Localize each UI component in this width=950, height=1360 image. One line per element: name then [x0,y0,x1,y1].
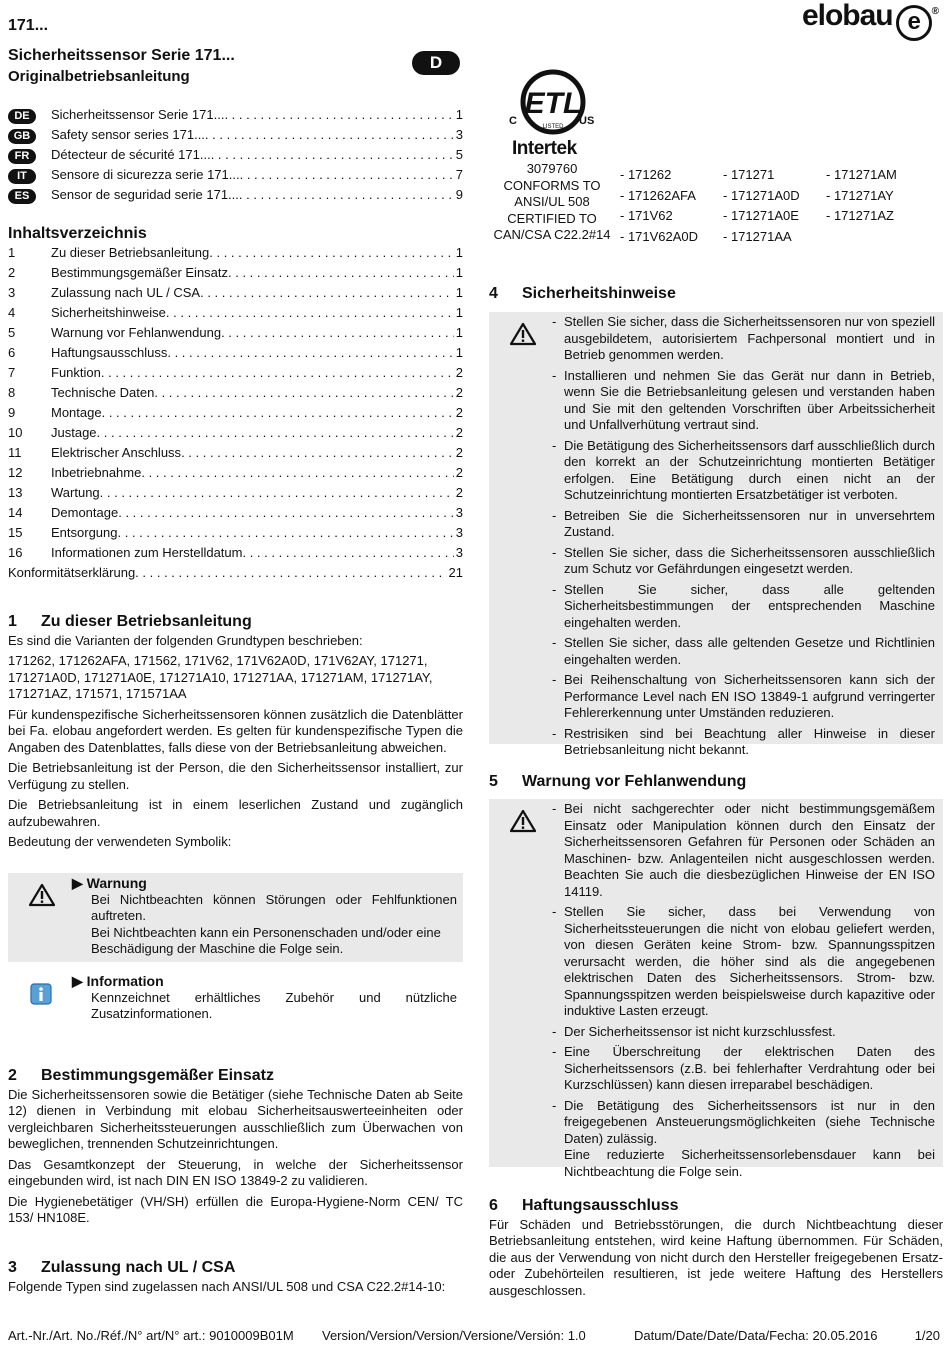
section-title: Haftungsausschluss [522,1197,679,1214]
toc-item[interactable] [8,485,463,505]
safety-notes-box [489,312,943,757]
language-code-badge: ES [8,189,36,204]
list-item: - Die Betätigung des Sicherheitssensors darf ausschließlich durch den korrekt an der Schutzeinrichtung montierten Betätiger erfolgen. Eine Betätigung durch einen nicht an der Schutzeinrichtung montierten Ersatzbetätiger ist verboten. [552,438,935,504]
paragraph: Das Gesamtkonzept der Steuerung, in welche der Sicherheitssensor eingebunden wird, ist nach DIN EN ISO 13849-2 zu validieren. [8,1156,463,1188]
list-item: - Betreiben Sie die Sicherheitssensoren nur in unversehrtem Zustand. [552,508,935,541]
table-cell: - 171271AY [826,187,894,203]
type-list-line: 171262, 171262AFA, 171562, 171V62, 171V62A0D, 171V62AY, 171271, [8,653,428,668]
toc-page: 3 [455,505,463,520]
toc-page: 2 [455,445,463,460]
warning-symbol-box [8,873,463,962]
logo-text: elobau [801,0,893,32]
toc-item[interactable] [8,345,463,365]
section-number: 3 [8,1259,17,1276]
list-item: - Die Betätigung des Sicherheitssensors ist nur in den freigegebenen Ansteuerungsmöglichkeiten (siehe Technische Daten) zulässig. [552,1098,935,1148]
toc-item[interactable] [8,325,463,345]
toc-page: 2 [455,425,463,440]
section-heading [489,286,676,303]
type-list [8,653,463,703]
section-heading [8,614,463,631]
type-list-line: 171271A0D, 171271A0E, 171271A10, 171271AA, 171271AM, 171271AY, [8,669,433,685]
toc-label: Bestimmungsgemäßer Einsatz [51,265,229,280]
type-list-line: 171271AZ, 171571, 171571AA [8,686,187,701]
misuse-extra-note: Eine reduzierte Sicherheitssensorlebensdauer kann bei Nichtbeachtung die Folge sein. [564,1147,935,1179]
toc-number: 15 [8,525,23,540]
language-label: Sensore di sicurezza serie 171... [51,167,240,182]
paragraph: Für Schäden und Betriebsstörungen, die durch Nichtbeachtung dieser Betriebsanleitung entstehen, wird keine Haftung übernommen. Für Schäden, die aus der Verwendung von nicht durch den Hersteller freigegebenen Ersatz- oder Zubehörteilen resultieren, ist jede weitere Haftung des Herstellers ausgeschlossen. [489,1216,943,1298]
cert-line: CAN/CSA C22.2#14 [493,227,611,242]
paragraph: Es sind die Varianten der folgenden Grundtypen beschrieben: [8,632,363,648]
toc-item[interactable] [8,505,463,525]
elobau-logo [801,0,938,41]
cert-line: ANSI/UL 508 [514,194,590,209]
language-row[interactable] [8,107,463,127]
language-row[interactable] [8,127,463,147]
language-label: Sicherheitssensor Serie 171... [51,107,225,122]
list-item: - Bei Reihenschaltung von Sicherheitssensoren kann sich der Performance Level nach EN ISO 13849-1 aufgrund verringerter Fehlererkennung unter Umständen reduzieren. [552,672,935,722]
cert-line: CERTIFIED TO [507,210,597,226]
language-page: 3 [455,127,463,142]
certified-models-table [620,167,897,249]
footer-date: Datum/Date/Date/Data/Fecha: 20.05.2016 [634,1328,878,1343]
toc-item[interactable] [8,285,463,305]
toc-number: 9 [8,405,16,420]
table-row [620,229,897,250]
toc-number: 5 [8,325,16,340]
toc-label: Sicherheitshinweise [51,305,166,320]
table-cell: - 171271AM [826,167,897,182]
paragraph: Die Sicherheitssensoren sowie die Betätiger (siehe Technische Daten ab Seite 12) dienen in Verbindung mit elobau Sicherheitsauswerteeinheiten oder vergleichbaren Sicherheitssteuerungen ausschließlich zum Überwachen von beweglichen, trennenden Schutzeinrichtungen. [8,1086,463,1151]
language-page: 5 [455,147,463,162]
toc-label: Konformitätserklärung [8,565,136,580]
etl-us-text: US [579,115,595,127]
toc-page: 2 [455,365,463,380]
language-page: 9 [455,187,463,202]
toc-page: 3 [455,545,463,560]
logo-mark: e [896,5,932,41]
language-code-badge: FR [8,149,36,164]
list-item: - Bei nicht sachgerechter oder nicht bestimmungsgemäßem Einsatz oder Manipulation können durch den Einsatz der Sicherheitssensoren Gefahren für Personen oder Schäden an Maschinen- bzw. Anlagenteilen nicht ausgeschlossen werden. Beachten Sie auch die diesbezüglichen Hinweise der EN ISO 14119. [552,801,935,900]
language-code-badge: IT [8,169,36,184]
toc-label: Haftungsausschluss [51,345,168,360]
toc-heading: Inhaltsverzeichnis [8,225,147,242]
safety-notes-list [552,314,935,763]
list-item: - Stellen Sie sicher, dass die Sicherheitssensoren nur von speziell ausgebildetem, autorisiertem Fachpersonal montiert und in Betrieb genommen werden. [552,314,935,364]
footer-version: Version/Version/Version/Versione/Versión: 1.0 [322,1328,586,1343]
list-item: - Restrisiken sind bei Beachtung aller Hinweise in dieser Betriebsanleitung nicht bekannt. [552,726,935,759]
toc-label: Montage [51,405,102,420]
language-label: Safety sensor series 171... [51,127,205,142]
toc-number: 3 [8,285,16,300]
section-3 [8,1260,463,1299]
toc-label: Zu dieser Betriebsanleitung [51,245,210,260]
toc-number: 12 [8,465,23,480]
warning-text: Bei Nichtbeachten kann ein Personenschaden und/oder eine Beschädigung der Maschine die Folge sein. [91,924,441,956]
toc-page: 1 [455,345,463,360]
cert-line: CONFORMS TO [503,177,601,193]
certification-text [487,161,617,244]
toc-label: Demontage [51,505,119,520]
document-code: 171... [8,17,49,34]
language-index [8,107,463,207]
toc-item[interactable] [8,545,463,565]
toc-number: 6 [8,345,16,360]
toc-item[interactable] [8,405,463,425]
table-cell: - 171271A0D [723,187,800,203]
toc-number: 8 [8,385,16,400]
toc-number: 7 [8,365,16,380]
paragraph: Die Hygienebetätiger (VH/SH) erfüllen die Europa-Hygiene-Norm CEN/ TC 153/ HN108E. [8,1193,463,1225]
table-cell: - 171262AFA [620,187,696,203]
table-cell [826,229,897,250]
page-title: Sicherheitssensor Serie 171... [8,47,235,64]
toc-label: Justage [51,425,97,440]
table-cell: - 171271A0E [723,208,799,223]
table-cell: - 171V62A0D [620,228,699,244]
toc-page: 1 [455,305,463,320]
information-symbol-box [8,971,463,1031]
section-number: 6 [489,1197,498,1214]
language-label: Sensor de seguridad serie 171... [51,187,239,202]
toc-label: Technische Daten [51,385,155,400]
language-label: Détecteur de sécurité 171... [51,147,211,162]
toc-page: 1 [455,325,463,340]
list-item: - Installieren und nehmen Sie das Gerät nur dann in Betrieb, wenn Sie die Betriebsanleitung gelesen und verstanden haben und Sie mit den geltenden Vorschriften über Arbeitssicherheit und Unfallverhütung vertraut sind. [552,368,935,434]
toc-number: 2 [8,265,16,280]
toc-item[interactable] [8,265,463,285]
toc-label: Funktion [51,365,101,380]
warning-triangle-icon [510,809,536,833]
toc-page: 1 [455,285,463,300]
misuse-warning-list [552,801,935,1147]
warning-text: Bei Nichtbeachten können Störungen oder Fehlfunktionen auftreten. [91,891,457,923]
etl-mark-text: ETL [524,87,582,120]
section-heading [8,1068,463,1085]
etl-c-text: C [509,115,517,127]
table-of-contents [8,245,463,585]
section-title: Bestimmungsgemäßer Einsatz [41,1067,274,1084]
toc-item-conformity[interactable] [8,565,463,585]
misuse-warning-box [489,799,943,1179]
toc-label: Elektrischer Anschluss [51,445,182,460]
table-row [620,188,897,209]
toc-page: 3 [455,525,463,540]
list-item: - Der Sicherheitssensor ist nicht kurzschlussfest. [552,1024,935,1041]
toc-number: 14 [8,505,23,520]
section-heading [8,1260,463,1277]
toc-number: 16 [8,545,23,560]
toc-label: Informationen zum Herstelldatum [51,545,243,560]
toc-label: Entsorgung [51,525,118,540]
section-number: 2 [8,1067,17,1084]
section-heading [489,1198,943,1215]
warning-triangle-icon [29,883,55,907]
section-heading [489,774,746,791]
information-icon [30,983,52,1005]
page-subtitle: Originalbetriebsanleitung [8,68,190,85]
information-title: Information [86,973,164,989]
toc-item[interactable] [8,365,463,385]
toc-item[interactable] [8,465,463,485]
toc-label: Zulassung nach UL / CSA [51,285,201,300]
toc-page: 2 [455,385,463,400]
section-6 [489,1198,943,1303]
toc-item[interactable] [8,305,463,325]
section-number: 5 [489,773,498,790]
paragraph: Bedeutung der verwendeten Symbolik: [8,834,232,849]
warning-triangle-icon [510,322,536,346]
footer-article-number: Art.-Nr./Art. No./Réf./N° art/N° art.: 9010009B01M [8,1328,294,1343]
warning-title-row [72,875,457,892]
toc-label: Inbetriebnahme [51,465,142,480]
paragraph: Die Betriebsanleitung ist der Person, die den Sicherheitssensor installiert, zur Verfügung zu stellen. [8,760,463,792]
etl-listed-text: LISTED [542,124,564,130]
language-row[interactable] [8,147,463,167]
paragraph: Für kundenspezifische Sicherheitssensoren können zusätzlich die Datenblätter bei Fa. elobau angefordert werden. Es gelten für kundenspezifische Typen die Angaben des Datenblattes, falls diese von der Betriebsanleitung abweichen. [8,706,463,755]
toc-page: 2 [455,465,463,480]
list-item: - Stellen Sie sicher, dass die Sicherheitssensoren ausschließlich zum Schutz vor Gefährdungen eingesetzt werden. [552,545,935,578]
toc-page: 1 [455,265,463,280]
triangle-right-icon: ▶ [72,973,83,989]
toc-item[interactable] [8,245,463,265]
language-code-badge: GB [8,129,36,144]
toc-label: Wartung [51,485,100,500]
section-1 [8,614,463,855]
table-cell: - 171271 [723,167,775,182]
language-row[interactable] [8,167,463,187]
section-title: Zu dieser Betriebsanleitung [41,613,252,630]
information-title-row [72,973,457,990]
table-row [620,208,897,229]
toc-label: Warnung vor Fehlanwendung [51,325,222,340]
toc-number: 1 [8,245,16,260]
toc-page: 1 [455,245,463,260]
toc-item[interactable] [8,425,463,445]
list-item: - Stellen Sie sicher, dass alle geltenden Gesetze und Richtlinien eingehalten werden. [552,635,935,668]
toc-number: 13 [8,485,23,500]
toc-item[interactable] [8,525,463,545]
language-badge: D [412,51,460,75]
language-page: 7 [455,167,463,182]
paragraph: Folgende Typen sind zugelassen nach ANSI/UL 508 und CSA C22.2#14-10: [8,1278,446,1294]
list-item: - Stellen Sie sicher, dass bei Verwendung von Sicherheitssteuerungen die nicht von elobau geliefert werden, von diesen Geräten keine Strom- bzw. Spannungsspitzen verursacht werden, die höher sind als die angegebenen elektrischen Daten des Sicherheitssensors. Strom- bzw. Spannungsspitzen werden beispielsweise durch kapazitive oder induktive Lasten erzeugt. [552,904,935,1020]
toc-number: 11 [8,445,22,460]
toc-item[interactable] [8,445,463,465]
section-title: Warnung vor Fehlanwendung [522,773,747,790]
language-row[interactable] [8,187,463,207]
toc-number: 10 [8,425,23,440]
table-cell: - 171271AA [723,228,792,244]
warning-title: Warnung [86,875,147,891]
table-cell: - 171271AZ [826,208,894,223]
toc-item[interactable] [8,385,463,405]
cert-line: 3079760 [526,161,578,176]
toc-number: 4 [8,305,16,320]
table-cell: - 171V62 [620,208,673,223]
intertek-brand: Intertek [512,138,577,159]
information-text: Kennzeichnet erhältliches Zubehör und nützliche Zusatzinformationen. [91,989,457,1021]
section-number: 4 [489,285,498,302]
section-number: 1 [8,613,17,630]
list-item: - Stellen Sie sicher, dass alle geltenden Sicherheitsbestimmungen der entsprechenden Maschine eingehalten werden. [552,582,935,632]
paragraph: Die Betriebsanleitung ist in einem leserlichen Zustand und zugänglich aufzubewahren. [8,797,463,829]
language-code-badge: DE [8,109,36,124]
section-2 [8,1068,463,1231]
toc-page: 2 [455,405,463,420]
table-row [620,167,897,188]
registered-mark: ® [931,6,938,17]
table-cell: - 171262 [620,167,672,182]
section-title: Sicherheitshinweise [522,285,676,302]
language-page: 1 [455,107,463,122]
toc-page: 21 [448,565,463,580]
list-item: - Eine Überschreitung der elektrischen Daten des Sicherheitssensors (z.B. bei fehlerhafter Verdrahtung oder bei Kurzschlüssen) kann diesen irreparabel beschädigen. [552,1044,935,1094]
toc-page: 2 [455,485,463,500]
section-title: Zulassung nach UL / CSA [41,1259,236,1276]
footer-page-number: 1/20 [914,1328,940,1343]
triangle-right-icon: ▶ [72,875,83,891]
